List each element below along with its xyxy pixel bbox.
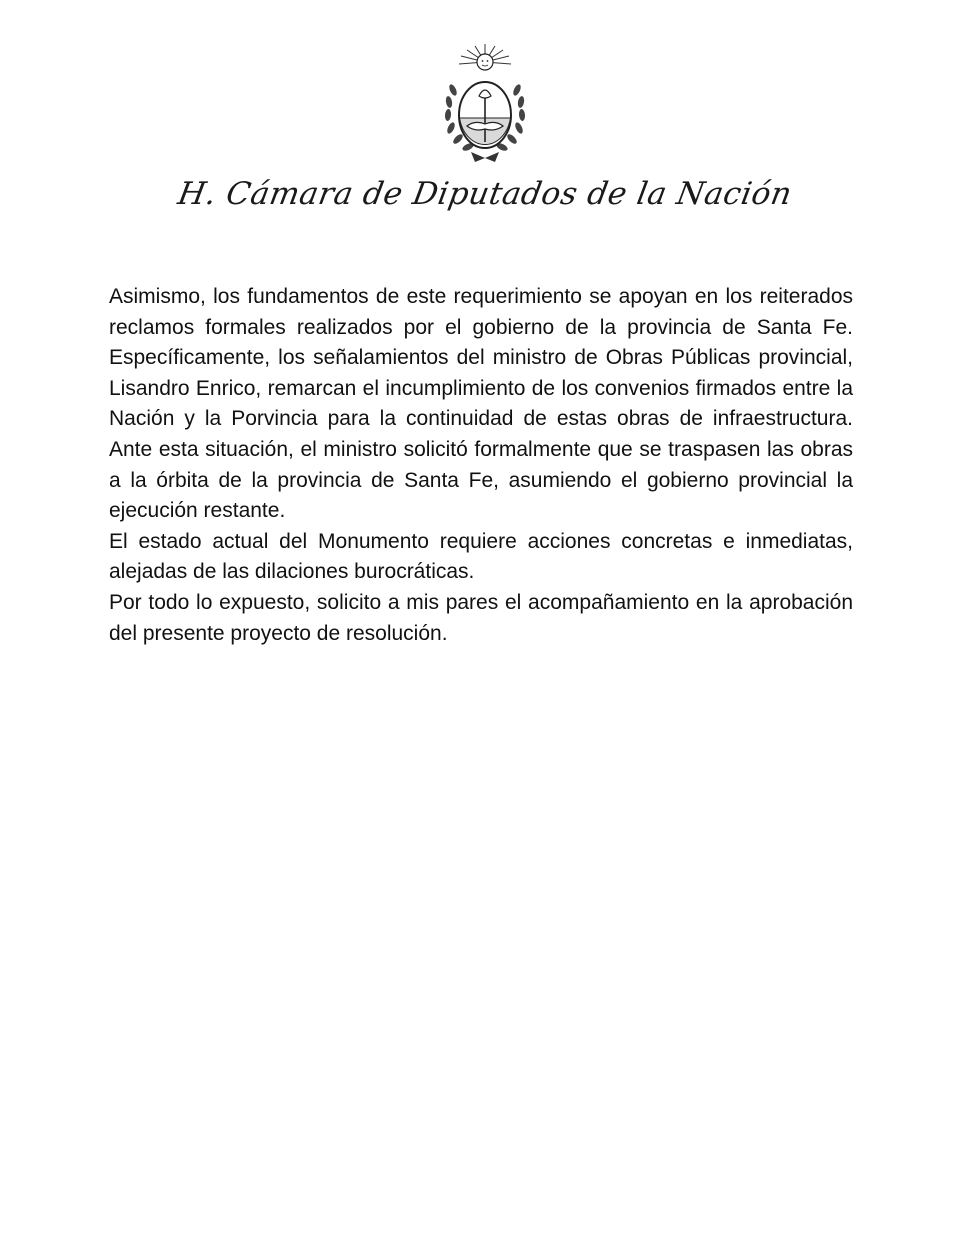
paragraph: El estado actual del Monumento requiere acciones concretas e inmediatas, alejadas de las dilaciones burocráticas. (109, 529, 853, 584)
paragraph: Asimismo, los fundamentos de este requerimiento se apoyan en los reiterados reclamos formales realizados por el gobierno de la provincia de Santa Fe. Específicamente, los señalamientos del ministro de Obras Públicas provincial, Lisandro Enrico, remarcan el incumplimiento de los convenios firmados entre la Nación y la Porvincia para la continuidad de estas obras de infraestructura. Ante esta situación, el ministro solicitó formalmente que se traspasen las obras a la órbita de la provincia de Santa Fe, asumiendo el gobierno provincial la ejecución restante. (109, 285, 853, 523)
letterhead (0, 0, 970, 240)
coat-of-arms-icon (437, 40, 533, 168)
paragraph: Por todo lo expuesto, solicito a mis pares el acompañamiento en la aprobación del presente proyecto de resolución. (109, 590, 853, 645)
document-body (109, 282, 853, 649)
chamber-name: H. Cámara de Diputados de la Nación (175, 176, 795, 212)
